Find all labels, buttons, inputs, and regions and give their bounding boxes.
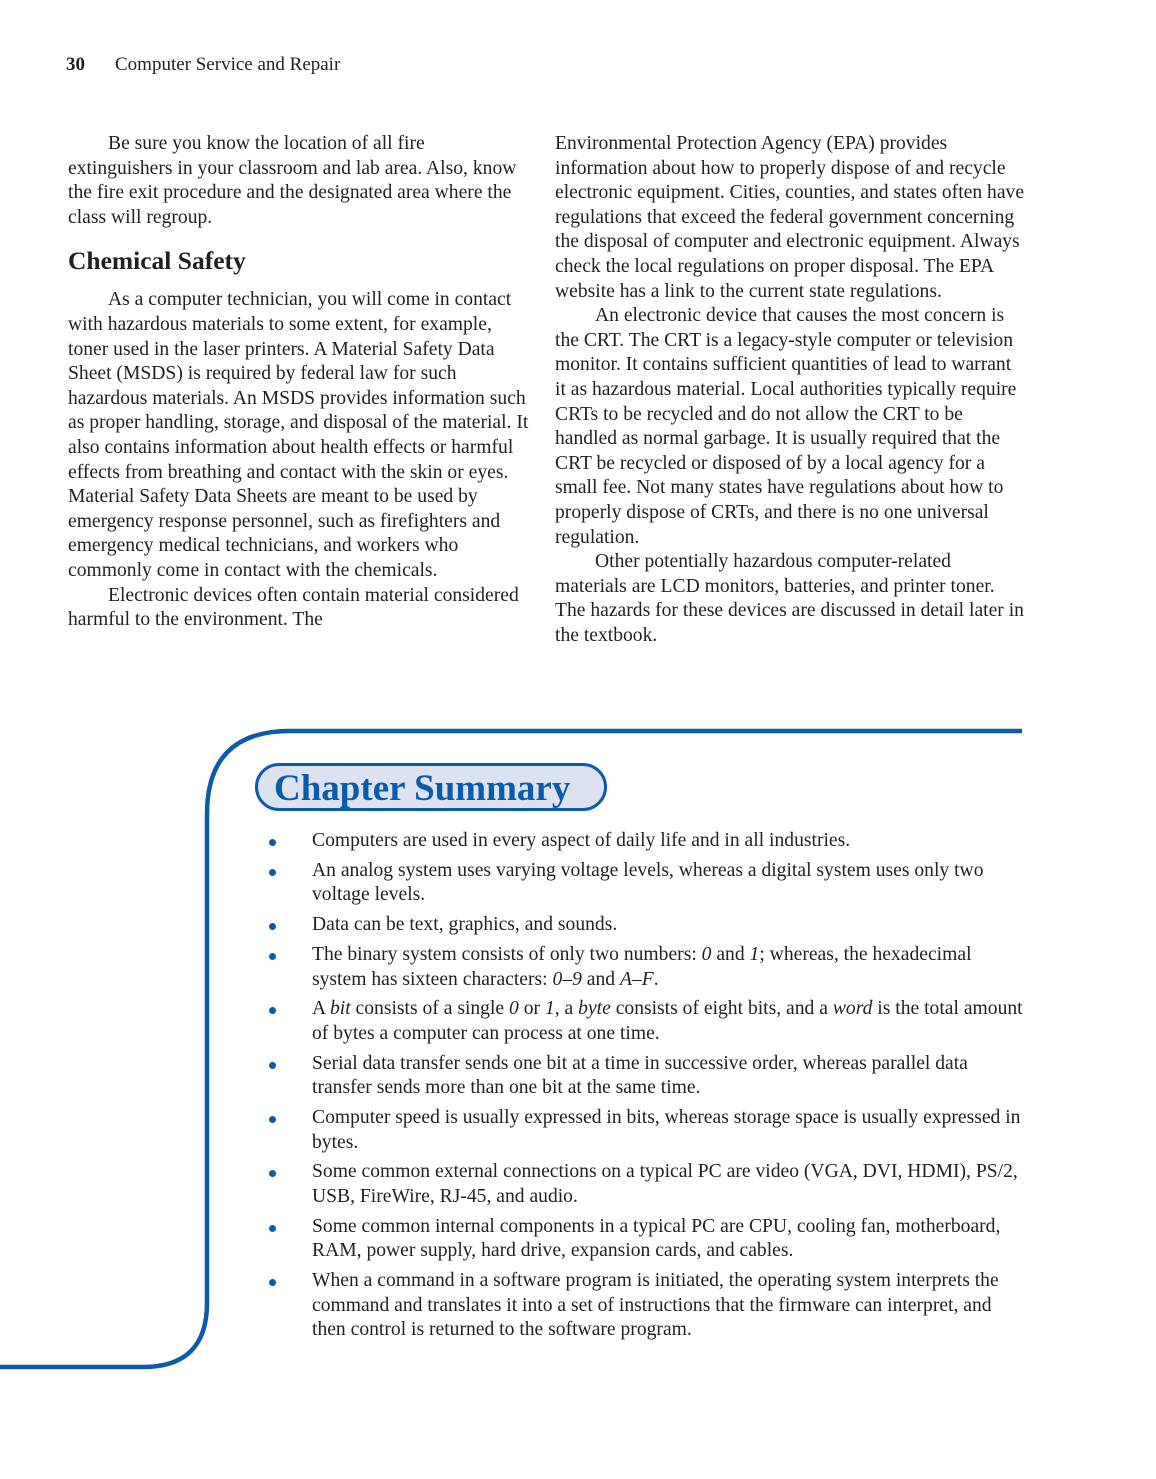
book-title: Computer Service and Repair [115,54,341,75]
bullet-icon [269,1225,276,1232]
running-header [66,54,340,76]
list-item: Some common internal components in a typical PC are CPU, cooling fan, motherboard, RAM, power supply, hard drive, expansion cards, and cables. [268,1215,1028,1264]
bullet-icon [269,839,276,846]
list-item: Data can be text, graphics, and sounds. [268,913,1028,938]
other-hazards-paragraph: Other potentially hazardous computer-related materials are LCD monitors, batteries, and printer toner. The hazards for these devices are discussed in detail later in the textbook. [555,551,1024,646]
bullet-icon [269,1279,276,1286]
list-item: Some common external connections on a typical PC are video (VGA, DVI, HDMI), PS/2, USB, FireWire, RJ-45, and audio. [268,1160,1028,1209]
fire-safety-paragraph: Be sure you know the location of all fire extinguishers in your classroom and lab area. Also, know the fire exit procedure and the designated area where the class will regroup. [68,133,517,228]
chapter-summary-title-box [255,763,607,811]
bullet-icon [269,1007,276,1014]
list-item: The binary system consists of only two numbers: 0 and 1; whereas, the hexadecimal system has sixteen characters: 0–9 and A–F. [268,943,1028,992]
bullet-icon [269,869,276,876]
bullet-icon [269,1170,276,1177]
list-item: Computer speed is usually expressed in bits, whereas storage space is usually expressed in bytes. [268,1106,1028,1155]
list-item: When a command in a software program is initiated, the operating system interprets the command and translates it into a set of instructions that the firmware can interpret, and then control is returned to the software program. [268,1269,1028,1343]
bullet-icon [269,923,276,930]
bullet-icon [269,1116,276,1123]
list-item: A bit consists of a single 0 or 1, a byte consists of eight bits, and a word is the total amount of bytes a computer can process at one time. [268,997,1028,1046]
list-item: An analog system uses varying voltage levels, whereas a digital system uses only two voltage levels. [268,859,1028,908]
bullet-icon [269,953,276,960]
msds-paragraph: As a computer technician, you will come in contact with hazardous materials to some extent, for example, toner used in the laser printers. A Material Safety Data Sheet (MSDS) is required by federal law for such hazardous materials. An MSDS provides information such as proper handling, storage, and disposal of the material. It also contains information about health effects or harmful effects from breathing and contact with the skin or eyes. Material Safety Data Sheets are meant to be used by emergency response personnel, such as firefighters and emergency medical technicians, and workers who commonly come in contact with the chemicals. [68,289,529,581]
crt-paragraph: An electronic device that causes the most concern is the CRT. The CRT is a legacy-style computer or television monitor. It contains sufficient quantities of lead to warrant it as hazardous material. Local authorities typically require CRTs to be recycled and do not allow the CRT to be handled as normal garbage. It is usually required that the CRT be recycled or disposed of by a local agency for a small fee. Not many states have regulations about how to properly dispose of CRTs, and there is no one universal regulation. [555,305,1017,548]
chapter-summary-list [268,829,1028,1348]
right-column [555,132,1025,648]
list-item: Serial data transfer sends one bit at a time in successive order, whereas parallel data transfer sends more than one bit at the same time. [268,1052,1028,1101]
chapter-summary-title: Chapter Summary [274,768,571,809]
environment-paragraph-start: Electronic devices often contain material considered harmful to the environment. The [68,584,519,631]
epa-paragraph: Environmental Protection Agency (EPA) provides information about how to properly dispose of and recycle electronic equipment. Cities, counties, and states often have regulations that exceed the federal government concerning the disposal of computer and electronic equipment. Always check the local regulations on proper disposal. The EPA website has a link to the current state regulations. [555,133,1025,302]
bullet-icon [269,1062,276,1069]
page-number: 30 [66,54,85,75]
list-item: Computers are used in every aspect of daily life and in all industries. [268,829,1028,854]
left-column [68,132,530,633]
section-heading-chemical-safety: Chemical Safety [68,246,246,276]
